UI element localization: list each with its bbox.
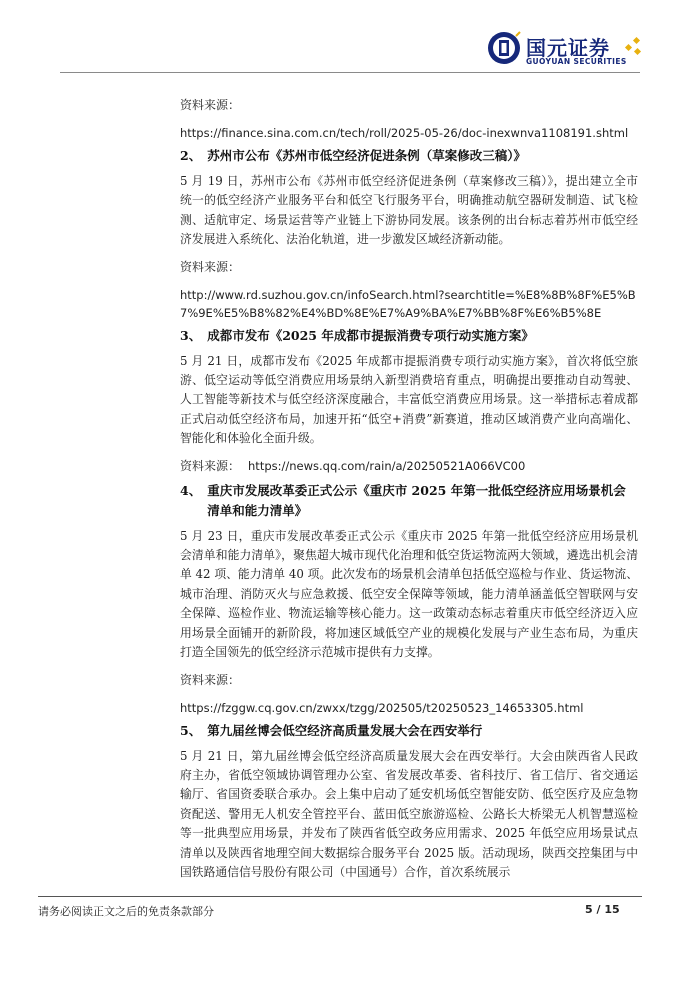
footer-divider	[38, 896, 642, 897]
section-title: 成都市发布《2025 年成都市提振消费专项行动实施方案》	[207, 327, 534, 343]
source-label: 资料来源：	[180, 458, 241, 473]
section-heading	[180, 326, 638, 346]
source-row	[180, 457, 638, 475]
section-heading	[180, 721, 638, 741]
section-body: 5 月 21 日，第九届丝博会低空经济高质量发展大会在西安举行。大会由陕西省人民政府主办，省低空领域协调管理办公室、省发展改革委、省科技厅、省工信厅、省交通运输厅、省国资委联合承办。会上集中启动了延安机场低空智能安防、低空医疗及应急物资配送、警用无人机安全管控平台、蓝田低空旅游巡检、公路长大桥梁无人机智慧巡检等一批典型应用场景，并发布了陕西省低空政务应用需求、2025 年低空应用场景试点清单以及陕西省地理空间大数据综合服务平台 2025 版。活动现场，陕西交控集团与中国铁路通信信号股份有限公司（中国通号）合作，首次系统展示	[180, 748, 638, 879]
page-number: 5 / 15	[585, 903, 620, 916]
footer-disclaimer: 请务必阅读正文之后的免责条款部分	[38, 905, 214, 918]
section-body: 5 月 23 日，重庆市发展改革委正式公示《重庆市 2025 年第一批低空经济应用场景机会清单和能力清单》，聚焦超大城市现代化治理和低空货运物流两大领域，遴选出机会清单 42 项、能力清单 40 项。此次发布的场景机会清单包括低空巡检与作业、货运物流、城市治理、消防灭火与应急救援、低空安全保障等领域，能力清单涵盖低空智联网与安全保障、巡检作业、物流运输等核心能力。这一政策动态标志着重庆市低空经济迈入应用场景全面铺开的新阶段，将加速区域低空产业的规模化发展与产业生态布局，为重庆打造全国领先的低空经济示范城市提供有力支撑。	[180, 528, 638, 660]
section-title: 苏州市公布《苏州市低空经济促进条例（草案修改三稿）》	[207, 148, 526, 163]
section-title: 重庆市发展改革委正式公示《重庆市 2025 年第一批低空经济应用场景机会清单和能力清单》	[207, 482, 626, 518]
main-content	[180, 96, 638, 890]
section-number: 3、	[180, 327, 202, 343]
section-number: 4、	[180, 482, 202, 498]
logo-emblem-icon	[486, 30, 522, 66]
section-number: 5、	[180, 722, 202, 738]
source-link[interactable]: https://finance.sina.com.cn/tech/roll/2025-05-26/doc-inexwnva1108191.shtml	[180, 126, 629, 140]
source-link[interactable]: https://fzggw.cq.gov.cn/zwxx/tzgg/202505/t20250523_14653305.html	[180, 700, 584, 715]
source-link[interactable]: http://www.rd.suzhou.gov.cn/infoSearch.html?searchtitle=%E8%8B%8F%E5%B7%9E%E5%B8%82%E4%BD%8E%E7%A9%BA%E7%BB%8F%E6%B5%8E	[180, 287, 636, 320]
logo-stars-icon	[622, 36, 644, 58]
source-label: 资料来源：	[180, 672, 241, 687]
section-heading	[180, 146, 638, 166]
section-body: 5 月 19 日，苏州市公布《苏州市低空经济促进条例（草案修改三稿）》，提出建立全市统一的低空经济产业服务平台和低空飞行服务平台，明确推动航空器研发制造、试飞检测、适航审定、场景运营等产业链上下游协同发展。该条例的出台标志着苏州市低空经济发展进入系统化、法治化轨道，进一步激发区域经济新动能。	[180, 174, 638, 247]
section-heading	[180, 481, 638, 521]
header-divider	[60, 72, 640, 73]
source-link[interactable]: https://news.qq.com/rain/a/20250521A066VC00	[248, 458, 526, 473]
section-body: 5 月 21 日，成都市发布《2025 年成都市提振消费专项行动实施方案》，首次将低空旅游、低空运动等低空消费应用场景纳入新型消费培育重点，明确提出要推动自动驾驶、人工智能等新技术与低空经济深度融合，丰富低空消费应用场景。这一举措标志着成都正式启动低空经济布局，加速开拓“低空+消费”新赛道，推动区域消费产业向高端化、智能化和体验化全面升级。	[180, 353, 638, 446]
source-label: 资料来源：	[180, 98, 241, 112]
logo-text-cn: 国元证券	[526, 36, 610, 60]
source-label: 资料来源：	[180, 259, 241, 274]
section-number: 2、	[180, 148, 202, 163]
section-title: 第九届丝博会低空经济高质量发展大会在西安举行	[207, 722, 483, 738]
logo-text-en: GUOYUAN SECURITIES	[526, 57, 627, 66]
